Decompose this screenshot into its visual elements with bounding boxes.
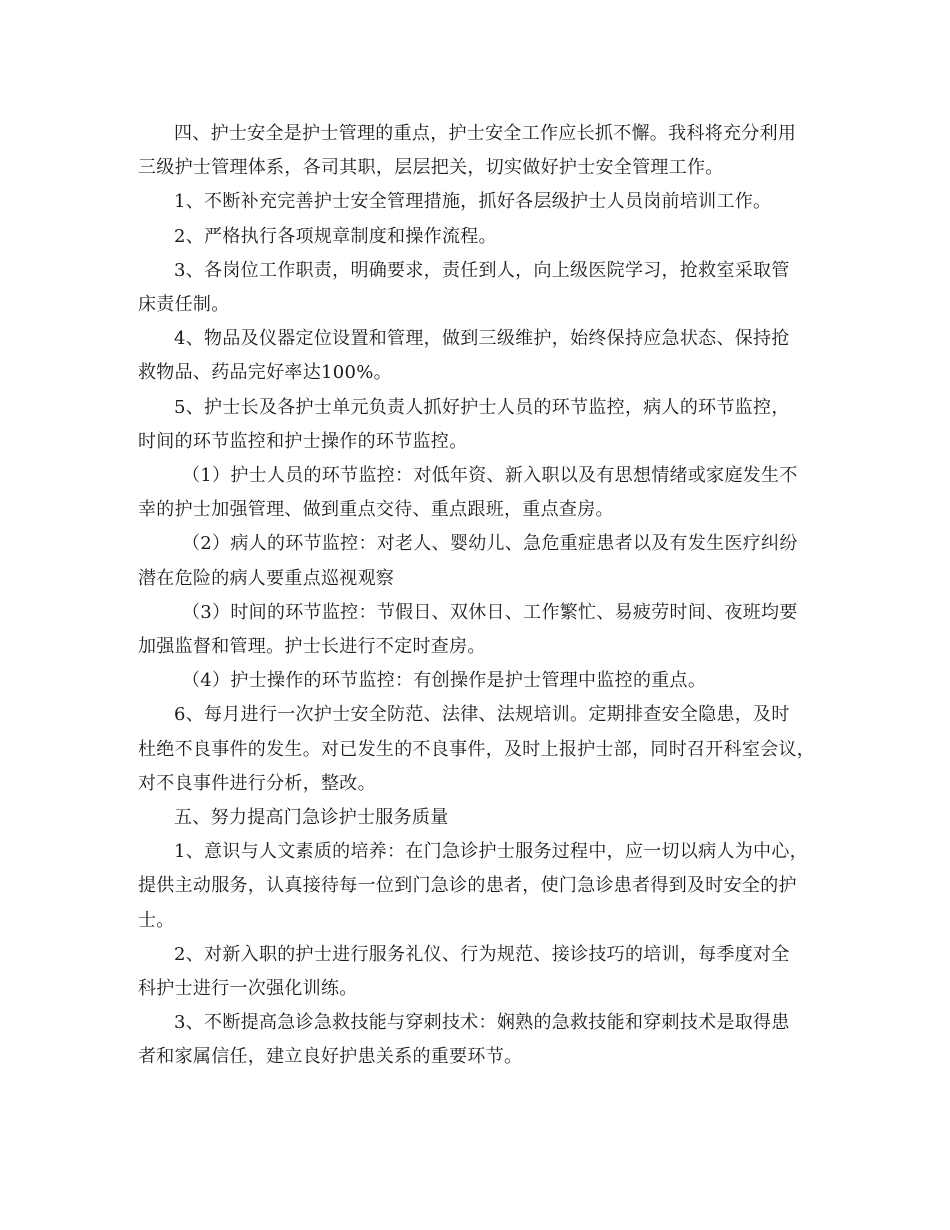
item-3-paragraph: 3、各岗位工作职责，明确要求，责任到人，向上级医院学习，抢救室采取管 床责任制。 bbox=[138, 259, 790, 316]
document-body bbox=[138, 117, 838, 1075]
section-five-heading: 五、努力提高门急诊护士服务质量 bbox=[174, 807, 449, 829]
subitem-2-paragraph: （2）病人的环节监控：对老人、婴幼儿、急危重症患者以及有发生医疗纠纷 潜在危险的病人要重点巡视观察 bbox=[138, 533, 798, 589]
section-five-item-2-paragraph: 2、对新入职的护士进行服务礼仪、行为规范、接诊技巧的培训，每季度对全 科护士进行一次强化训练。 bbox=[138, 943, 790, 1000]
item-2-paragraph: 2、严格执行各项规章制度和操作流程。 bbox=[174, 225, 497, 247]
section-five-item-3-paragraph: 3、不断提高急诊急救技能与穿刺技术：娴熟的急救技能和穿刺技术是取得患 者和家属信任，建立良好护患关系的重要环节。 bbox=[138, 1012, 790, 1068]
subitem-3-paragraph: （3）时间的环节监控：节假日、双休日、工作繁忙、易疲劳时间、夜班均要 加强监督和管理。护士长进行不定时查房。 bbox=[138, 601, 798, 658]
item-6-paragraph: 6、每月进行一次护士安全防范、法律、法规培训。定期排查安全隐患，及时 杜绝不良事件的发生。对已发生的不良事件，及时上报护士部，同时召开科室会议， 对不良事件进行分析，整改。 bbox=[138, 704, 816, 794]
section-four-intro-paragraph: 四、护士安全是护士管理的重点，护士安全工作应长抓不懈。我科将充分利用 三级护士管理体系，各司其职，层层把关，切实做好护士安全管理工作。 bbox=[138, 123, 797, 179]
item-1-paragraph: 1、不断补充完善护士安全管理措施，抓好各层级护士人员岗前培训工作。 bbox=[174, 191, 772, 213]
subitem-1-paragraph: （1）护士人员的环节监控：对低年资、新入职以及有思想情绪或家庭发生不 幸的护士加强管理、做到重点交待、重点跟班，重点查房。 bbox=[138, 465, 798, 521]
item-4-paragraph: 4、物品及仪器定位设置和管理，做到三级维护，始终保持应急状态、保持抢 救物品、药品完好率达100%。 bbox=[138, 328, 790, 384]
section-five-item-1-paragraph: 1、意识与人文素质的培养：在门急诊护士服务过程中，应一切以病人为中心， 提供主动服务，认真接待每一位到门急诊的患者，使门急诊患者得到及时安全的护 士。 bbox=[138, 841, 808, 931]
item-5-paragraph: 5、护士长及各护士单元负责人抓好护士人员的环节监控，病人的环节监控， 时间的环节监控和护士操作的环节监控。 bbox=[138, 396, 790, 452]
subitem-4-paragraph: （4）护士操作的环节监控：有创操作是护士管理中监控的重点。 bbox=[182, 670, 707, 692]
